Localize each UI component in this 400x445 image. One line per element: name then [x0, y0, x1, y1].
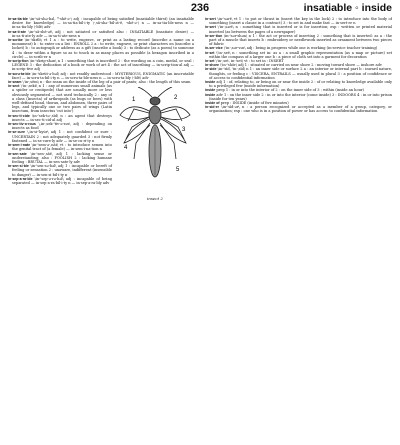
dictionary-entry: [8, 17, 194, 30]
page-number: 236: [190, 2, 210, 14]
page-header: [8, 2, 392, 16]
entry-definition: prep : INSIDE (inside of five minutes): [219, 101, 289, 106]
entry-definition: \in-'sərt\ vt 1 : to put or thrust in (insert the key in the lock) 2 : to introduce into the body of something (insert a clause in a contract) 3 : to set in and make fast — in·sert·er n: [209, 17, 392, 26]
entry-headword: in-ser·vice: [205, 46, 223, 51]
entry-headword: in·sa·ti·ate: [8, 29, 26, 34]
entry-definition: adj 1 : of, relating to, or being on or near the inside 2 : of or relating to knowledge available only to a privileged few (inside information): [209, 80, 392, 89]
entry-definition: \'in-ˌsēm\ n : the seam on the inside of the leg of a pair of pants; also : the length of this seam: [21, 80, 191, 85]
entry-headword: in·sert: [205, 25, 216, 30]
entry-definition: \'in-ˌsekt\ n 1 : any of numerous small animals (as a spider or centipede) that are usually more or less obviously segmented — not used technically 2 : any of a class (Insecta) of arthropods (as bugs or bees) with well-defined head, thorax, and abdomen, three pairs of legs, and typically one or two pairs of wings (Latin insectum, from insectus 'cut into'): [12, 84, 112, 114]
entry-definition: \in-'sek-tə-ˌsīd\ n : an agent that destroys insects — in·sec·ti·cid·al adj: [12, 113, 112, 122]
entry-definition: \in-'sā-shē-ət\ adj : not satiated or satisfied also : INSATIABLE (insatiate desire) — in·sa·ti·ate·ly adv — in·sa·ti·ate·ness n: [12, 29, 194, 38]
entry-definition: \in-'sər-shən\ n 1 : the act or process of inserting 2 : something that is inserted: as a : the part of a muscle that inserts b : embroidery or needlework inserted as ornament between two pieces of fabric: [209, 33, 392, 47]
entry-headword: in·sa·tia·ble: [8, 17, 28, 21]
entry-headword: inside of: [205, 101, 220, 106]
entry-definition: \in-'sen-sə-bəl\ adj 1 : incapable or bereft of feeling or sensation 2 : unaware, indifferent (insensible to danger) — in·sen·si·bil·i·ty n: [12, 164, 112, 177]
figure-caption: insect 2: [147, 196, 163, 202]
entry-headword: in·seam: [8, 80, 22, 85]
insect-illustration: [116, 87, 194, 205]
entry-headword: in·side: [205, 67, 217, 72]
figure-callout-3: 3: [182, 127, 186, 134]
entry-headword: inside: [205, 80, 216, 85]
entry-definition: prep 1 : in or into the interior of 2 : on the inner side of 3 : within (inside an hour): [215, 88, 364, 93]
entry-headword: in·se·cure: [8, 130, 25, 135]
entry-definition: \'in-ˌset\ n : something set in: as a : a small graphic representation (as a map or picture) set within the compass of a larger one b : a piece of cloth set into a garment for decoration: [209, 50, 392, 59]
entry-definition: \in-'skrīb\ vt 1 a : to write, engrave, or print as a lasting record (inscribe a name on a monument) b : to enter on a list : ENROLL 2 a : to write, engrave, or print characters on (inscribe a locket) b : to autograph or address as a gift (inscribe a book) 3 : to dedicate (as a poem) to someone 4 : to draw within a figure so as to touch in as many places as possible (a hexagon inscribed in a circle) — in·scrib·er n: [12, 38, 194, 59]
entry-headword: in·sem·i·nate: [8, 143, 31, 148]
entry-definition: \in-'skrip-shən\ n 1 : something that is inscribed 2 : the wording on a coin, medal, or seal : LEGEND 3 : the dedication of a book or work of art 4 : the act of inscribing — in·scrip·tion·al adj — in·scrip·tive adj: [12, 59, 194, 72]
dictionary-entry: [205, 17, 392, 25]
entry-headword: in·sec·ti·cide: [8, 113, 30, 118]
dictionary-entry: [205, 25, 392, 33]
entry-definition: \in-'sā-shə-bəl, *-shē-ə-\ adj : incapable of being satisfied (insatiable thirst) (an insatiable desire for knowledge) — in·sa·tia·bil·i·ty \-ˌsā-shə-'bil-ət-ē, -shē-ə-\ n — in·sa·tia·ble·ness n — in·sa·tia·bly \-blē\ adv: [12, 17, 194, 30]
entry-headword: in·set: [205, 50, 215, 55]
entry-definition: \in-'sīd, 'in-ˌsīd\ n 1 : an inner side or surface 2 a : an interior or internal part b : inward nature, thoughts, or feeling c : VISCERA, ENTRAILS — usually used in plural 3 : a position of confidence or of access to confidential information: [209, 67, 392, 80]
entry-headword: in·sen·sate: [8, 151, 27, 156]
entry-headword: in·scribe: [8, 38, 23, 43]
entry-definition: \in-'sem-ə-ˌnāt\ vt : to introduce semen into the genital tract of (a female) — in·sem·i·na·tion n: [12, 143, 112, 152]
dictionary-entry: [8, 72, 194, 80]
insect-drawing: [116, 87, 194, 197]
entry-headword: in·sert: [205, 17, 216, 21]
entry-headword: in·shore: [205, 63, 219, 68]
entry-headword: in·sect: [8, 84, 20, 89]
entry-definition: \'in-'shōr\ adj 1 : situated or carried on near shore 2 : moving toward shore — inshore adv: [219, 63, 382, 68]
dictionary-entry: [205, 67, 392, 80]
guide-words: insatiable ◦ inside: [303, 2, 392, 14]
entry-headword: in·set: [205, 59, 215, 64]
entry-headword: in·sid·er: [205, 105, 219, 110]
entry-headword: in·ser·tion: [205, 33, 223, 38]
entry-definition: \'in-ˌsər-vəs\ adj : being in progress while one is working (in-service teacher training): [222, 46, 378, 51]
entry-headword: inside: [205, 92, 216, 97]
entry-headword: in·sen·si·ble: [8, 164, 29, 169]
entry-headword: in·scrip·tion: [8, 59, 29, 64]
dictionary-entry: [205, 34, 392, 47]
entry-definition: \ˌin-si-'kyu̇r\ adj 1 : not confident or sure : UNCERTAIN 2 : not adequately guarded 3 : not firmly fastened — in·se·cure·ly adv — in·se·cu·ri·ty n: [12, 130, 112, 143]
figure-callout-2: 2: [174, 95, 178, 102]
entry-definition: \in-'sep-ə-rə-bəl\ adj : incapable of being separated — in·sep·a·ra·bil·i·ty n — in·sep·a·ra·bly adv: [12, 176, 112, 185]
entry-definition: \in-'skrüt-ə-bəl\ adj : not readily understood : MYSTERIOUS, ENIGMATIC (an inscrutable face) — in·scru·ta·bil·i·ty n — in·scru·ta·ble·ness n — in·scru·ta·bly \-blē\ adv: [12, 71, 194, 80]
entry-headword: inside: [205, 88, 216, 93]
entry-definition: \ˌin-ˌsek-'tiv-ə-rəs\ adj : depending on insects as food: [12, 122, 112, 131]
figure-callout-5: 5: [176, 167, 180, 174]
entry-definition: \'in-ˌsərt\ n : something that is inserted or is for insertion; esp : written or printed material inserted (as between the pages of a newspaper): [209, 25, 392, 34]
entry-headword: in·scru·ta·ble: [8, 71, 31, 76]
entry-headword: in·sec·tiv·o·rous: [8, 122, 36, 127]
entry-definition: \in-'sen-ˌsāt\ adj 1 : lacking sense or understanding; also : FOOLISH 2 : lacking humane feeling : BRUTAL — in·sen·sate·ly adv: [12, 151, 112, 164]
right-column: [205, 17, 392, 441]
left-column: [8, 17, 194, 441]
dictionary-entry: [205, 80, 392, 88]
entry-definition: \'in-ˌset, in-'set\ vt : to set in : INSERT: [214, 59, 284, 64]
dictionary-entry: [8, 30, 194, 38]
dictionary-entry: [205, 93, 392, 101]
entry-definition: adv 1 : on the inner side 2 : in or into the interior (come inside) 3 : INDOORS 4 : in or into prison (inside for ten years): [209, 92, 392, 101]
dictionary-entry: [205, 51, 392, 59]
entry-headword: in·sep·a·ra·ble: [8, 176, 33, 181]
figure-callout-1: 1: [132, 97, 136, 104]
figure-callout-4: 4: [124, 145, 128, 152]
dictionary-entry: [8, 59, 194, 72]
entry-definition: \in-'sīd-ər\ n : a person recognized or accepted as a member of a group, category, or organization; esp : one who is in a position of power or has access to confidential information: [209, 105, 392, 114]
dictionary-entry: [8, 38, 194, 59]
dictionary-entry: [205, 105, 392, 113]
